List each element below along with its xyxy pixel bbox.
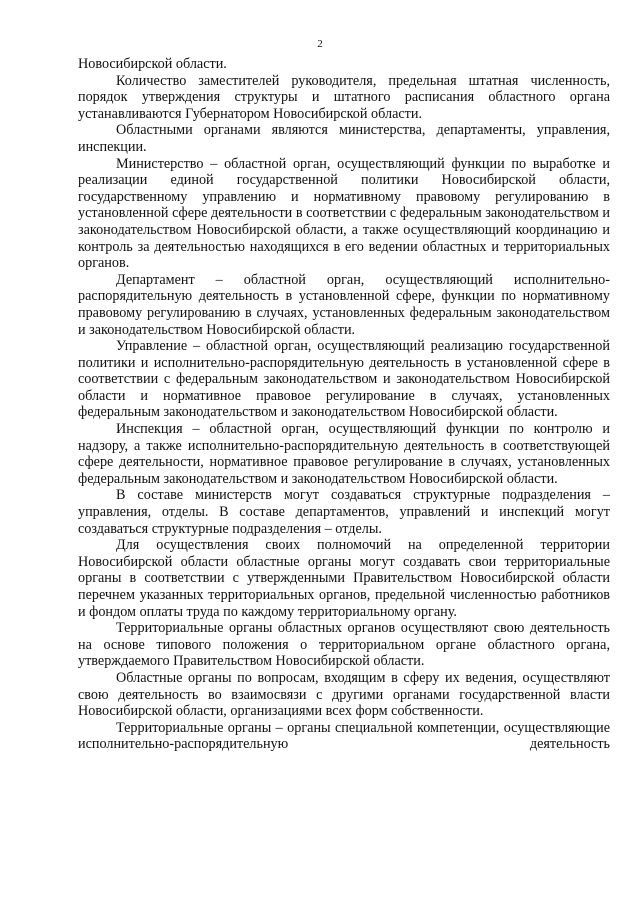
paragraph-inspection: Инспекция – областной орган, осуществляющий функции по контролю и надзору, а также исполнительно-распорядительную деятельность в соответствующей сфере деятельности, нормативное правовое регулирование в случаях, установленных федеральным законодательством и законодательством Новосибирской области. [78, 421, 610, 487]
paragraph-structural-units: В составе министерств могут создаваться структурные подразделения – управления, отделы. В составе департаментов, управлений и инспекций могут создаваться структурные подразделения – отделы. [78, 487, 610, 537]
document-body [78, 56, 610, 753]
paragraph-department: Департамент – областной орган, осуществляющий исполнительно-распорядительную деятельность в установленной сфере, функции по нормативному правовому регулированию в случаях, установленных федеральным законодательством и законодательством Новосибирской области. [78, 271, 610, 338]
paragraph-territorial-regulation: Территориальные органы областных органов осуществляют свою деятельность на основе типового положения о территориальном органе областного органа, утверждаемого Правительством Новосибирской области. [78, 620, 610, 670]
paragraph-ministry: Министерство – областной орган, осуществляющий функции по выработке и реализации единой государственной политики Новосибирской области, государственному управлению и нормативному правовому регулированию в установленной сфере деятельности в соответствии с федеральным законодательством и законодательством Новосибирской области, а также осуществляющий координацию и контроль за деятельностью находящихся в его ведении областных и территориальных органов. [78, 155, 610, 272]
paragraph-continuation: Новосибирской области. [78, 56, 227, 72]
paragraph-cooperation: Областные органы по вопросам, входящим в сферу их ведения, осуществляют свою деятельность во взаимосвязи с другими органами государственной власти Новосибирской области, организациями всех форм собственности. [78, 669, 610, 720]
paragraph-territorial-competence: Территориальные органы – органы специальной компетенции, осуществляющие исполнительно-распорядительную деятельность [78, 719, 610, 753]
paragraph-administration: Управление – областной орган, осуществляющий реализацию государственной политики и исполнительно-распорядительную деятельность в установленной сфере в соответствии с федеральным законодательством и законодательством Новосибирской области и нормативное правовое регулирование в случаях, установленных федеральным законодательством и законодательством Новосибирской области. [78, 338, 610, 421]
page-number: 2 [317, 38, 323, 50]
paragraph-territorial-creation: Для осуществления своих полномочий на определенной территории Новосибирской области областные органы могут создавать свои территориальные органы в соответствии с утвержденными Правительством Новосибирской области перечнем указанных территориальных органов, предельной численностью работников и фондом оплаты труда по каждому территориальному органу. [78, 537, 610, 620]
paragraph-deputies: Количество заместителей руководителя, предельная штатная численность, порядок утверждения структуры и штатного расписания областного органа устанавливаются Губернатором Новосибирской области. [78, 72, 610, 122]
paragraph-regional-bodies: Областными органами являются министерства, департаменты, управления, инспекции. [78, 122, 610, 155]
